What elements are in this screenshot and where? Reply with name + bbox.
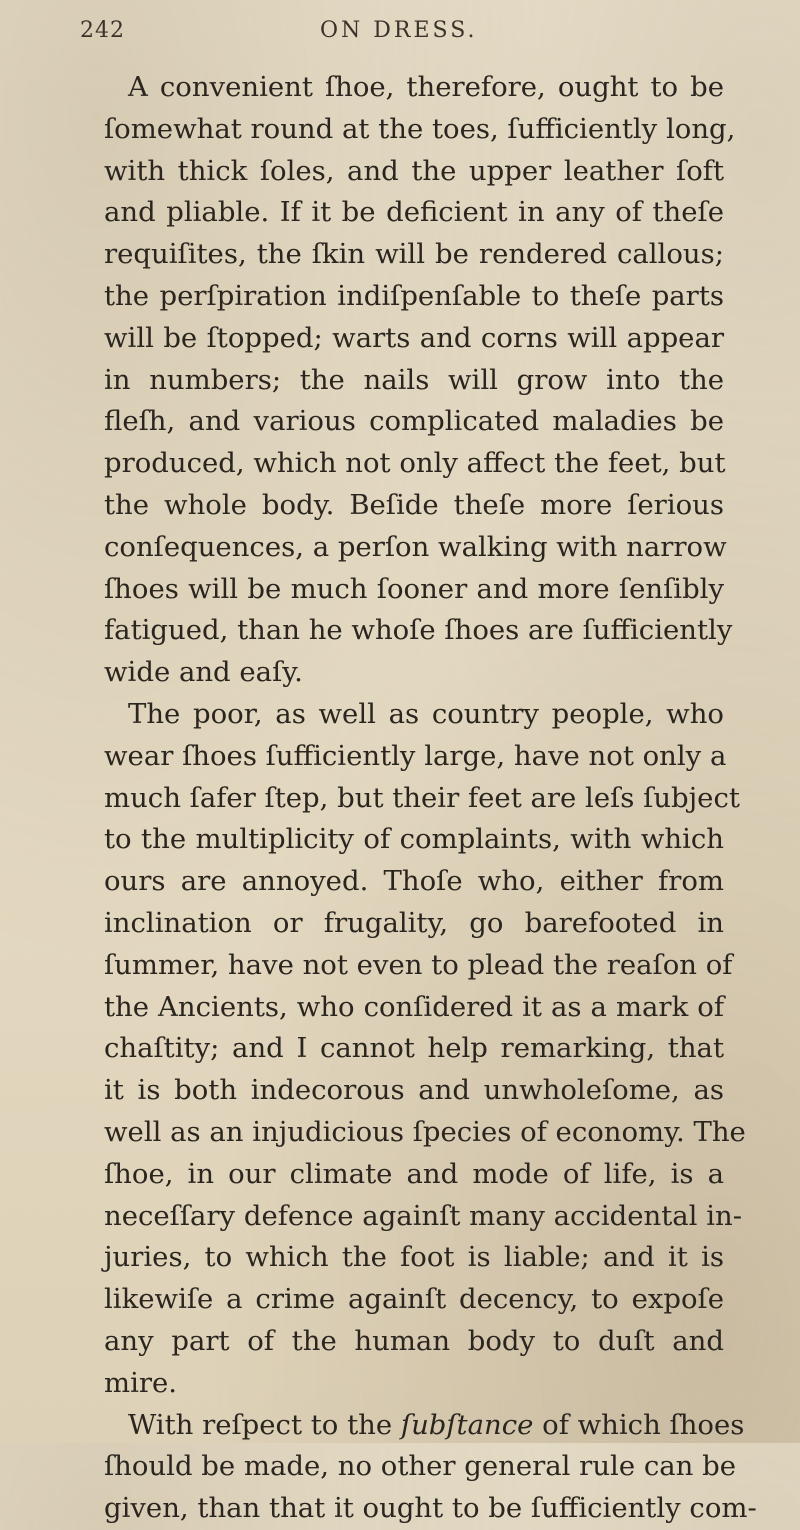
text-line: any part of the human body to duſt and — [104, 1324, 724, 1357]
text-line: wide and eaſy. — [104, 656, 303, 689]
text-line: likewiſe a crime againſt decency, to expoſe — [104, 1283, 724, 1316]
text-line: will be ſtopped; warts and corns will appear — [104, 321, 724, 354]
text-line: The poor, as well as country people, who — [128, 697, 724, 730]
text-line: to the multiplicity of complaints, with which — [104, 823, 724, 856]
text-line-with-italic — [104, 1405, 745, 1447]
text-line: A convenient ſhoe, therefore, ought to be — [128, 71, 724, 103]
text-fragment: With reſpect to the — [128, 1408, 401, 1441]
text-line: the whole body. Beſide theſe more ſerious — [104, 488, 724, 521]
text-line: wear ſhoes ſufficiently large, have not only a — [104, 739, 727, 772]
text-line: ſhould be made, no other general rule can be — [104, 1450, 736, 1483]
text-line: mire. — [104, 1366, 178, 1399]
text-line: chaſtity; and I cannot help remarking, that — [104, 1032, 724, 1065]
text-line: given, than that it ought to be ſufficiently com- — [104, 1492, 757, 1525]
italic-word: ſubſtance — [400, 1408, 534, 1441]
text-line: much ſafer ſtep, but their feet are leſs ſubject — [104, 781, 740, 814]
text-line: ſhoes will be much ſooner and more ſenſibly — [104, 572, 724, 605]
text-line: with thick ſoles, and the upper leather ſoft — [104, 154, 724, 187]
text-line: requiſites, the ſkin will be rendered callous; — [104, 238, 724, 271]
text-line: well as an injudicious ſpecies of economy. The — [104, 1115, 746, 1148]
text-line: fleſh, and various complicated maladies be — [104, 405, 724, 438]
text-line: in numbers; the nails will grow into the — [104, 363, 724, 396]
text-line: ſhoe, in our climate and mode of life, is a — [104, 1157, 724, 1190]
text-line: and pliable. If it be deficient in any of theſe — [104, 196, 724, 229]
text-line: ours are annoyed. Thoſe who, either from — [104, 865, 724, 898]
text-line: it is both indecorous and unwholeſome, as — [104, 1074, 724, 1107]
text-line: juries, to which the foot is liable; and it is — [104, 1241, 724, 1274]
text-line: ſummer, have not even to plead the reaſon of — [104, 948, 733, 981]
running-head — [80, 18, 680, 58]
page-number: 242 — [80, 18, 125, 43]
text-line: inclination or frugality, go barefooted in — [104, 906, 724, 939]
text-line: the perſpiration indiſpenſable to theſe parts — [104, 279, 724, 312]
text-line: ſomewhat round at the toes, ſufficiently long, — [104, 112, 736, 145]
text-line: the Ancients, who conſidered it as a mark of — [104, 990, 724, 1023]
page-header-title: ON DRESS. — [320, 18, 478, 43]
text-line: produced, which not only affect the feet, but — [104, 447, 726, 480]
text-line: neceſſary defence againſt many accidental in- — [104, 1199, 742, 1232]
text-fragment: of which ſhoes — [533, 1408, 745, 1441]
text-line: fatigued, than he whoſe ſhoes are ſufficiently — [104, 614, 733, 647]
body-text — [104, 67, 757, 1530]
text-line: conſequences, a perſon walking with narrow — [104, 530, 727, 563]
